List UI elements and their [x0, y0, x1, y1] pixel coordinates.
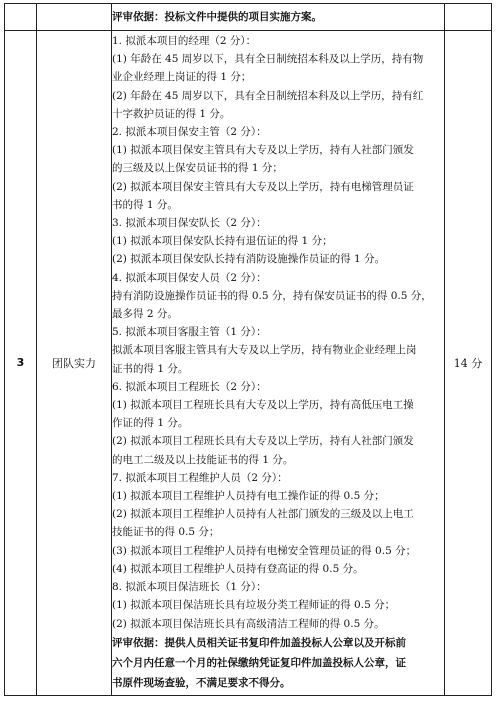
criteria-line: (1) 拟派本项目工程维护人员持有电工操作证的得 0.5 分；: [112, 490, 385, 503]
criteria-line: 2. 拟派本项目保安主管（2 分）：: [112, 126, 267, 139]
review-basis-block: [112, 633, 444, 693]
criteria-list: [112, 32, 444, 633]
criteria-line: (2) 拟派本项目保安主管具有大专及以上学历，持有电梯管理员证: [112, 180, 414, 193]
item-score: 14 分: [445, 31, 492, 696]
table-row: [5, 31, 492, 696]
criteria-line: 证书的得 1 分。: [112, 362, 189, 375]
criteria-line: 业企业经理上岗证的得 1 分；: [112, 71, 252, 84]
criteria-line: 1. 拟派本项目的经理（2 分）：: [112, 35, 257, 47]
criteria-line: 8. 拟派本项目保洁班长（1 分）：: [112, 581, 267, 594]
item-category: 团队实力: [37, 31, 112, 696]
criteria-line: (3) 拟派本项目工程维护人员持有电梯安全管理员证的得 0.5 分；: [112, 544, 417, 557]
criteria-line: (1) 拟派本项目保洁班长具有垃圾分类工程师证的得 0.5 分；: [112, 599, 396, 612]
criteria-line: 5. 拟派本项目客服主管（1 分）：: [112, 326, 267, 339]
review-basis-line: 六个月内任意一个月的社保缴纳凭证复印件加盖投标人公章，证: [112, 656, 406, 669]
criteria-line: (1) 拟派本项目工程班长具有大专及以上学历，持有高低压电工操: [112, 399, 414, 412]
criteria-line: (4) 拟派本项目工程维护人员持有登高证的得 0.5 分。: [112, 562, 364, 575]
score-cell: [445, 4, 492, 31]
criteria-line: (1) 拟派本项目保安队长持有退伍证的得 1 分；: [112, 235, 333, 248]
criteria-line: 十字救护员证的得 1 分。: [112, 107, 231, 120]
criteria-line: (1) 年龄在 45 周岁以下，具有全日制统招本科及以上学历，持有物: [112, 53, 424, 66]
criteria-line: 的三级及以上保安员证书的得 1 分；: [112, 162, 283, 175]
criteria-line: 拟派本项目客服主管具有大专及以上学历，持有物业企业经理上岗: [112, 344, 417, 357]
number-cell: [5, 4, 37, 31]
criteria-line: (2) 拟派本项目保安队长持有消防设施操作员证的得 1 分。: [112, 253, 386, 266]
criteria-line: 技能证书的得 0.5 分；: [112, 526, 220, 539]
review-basis-line: 书原件现场查验，不满足要求不得分。: [112, 676, 291, 689]
criteria-line: 6. 拟派本项目工程班长（2 分）：: [112, 380, 267, 393]
review-basis-text: 评审依据：投标文件中提供的项目实施方案。: [112, 11, 322, 23]
criteria-cell: [112, 31, 445, 696]
criteria-line: 持有消防设施操作员证书的得 0.5 分，持有保安员证书的得 0.5 分，: [112, 289, 432, 302]
item-number: 3: [5, 31, 37, 696]
criteria-line: 书的得 1 分。: [112, 198, 178, 211]
criteria-cell: [112, 4, 445, 31]
criteria-line: (1) 拟派本项目保安主管具有大专及以上学历，持有人社部门颁发: [112, 144, 414, 157]
criteria-line: (2) 拟派本项目保洁班长具有高级清洁工程师的得 0.5 分。: [112, 617, 385, 630]
criteria-line: 作证的得 1 分。: [112, 417, 189, 430]
criteria-line: 7. 拟派本项目工程维护人员（2 分）：: [112, 471, 288, 484]
criteria-line: 3. 拟派本项目保安队长（2 分）：: [112, 217, 267, 230]
review-basis-line: 评审依据：提供人员相关证书复印件加盖投标人公章以及开标前: [112, 636, 406, 649]
criteria-line: 最多得 2 分。: [112, 308, 178, 321]
criteria-line: 的电工二级及以上技能证书的得 1 分。: [112, 453, 294, 466]
table-row: [5, 4, 492, 31]
criteria-line: (2) 拟派本项目工程维护人员持有人社部门颁发的三级及以上电工: [112, 508, 414, 521]
category-cell: [37, 4, 112, 31]
scoring-table: [4, 3, 492, 696]
criteria-line: 4. 拟派本项目保安人员（2 分）：: [112, 271, 267, 284]
criteria-line: (2) 年龄在 45 周岁以下，具有全日制统招本科及以上学历，持有红: [112, 89, 424, 102]
criteria-line: (2) 拟派本项目工程班长具有大专及以上学历，持有人社部门颁发: [112, 435, 414, 448]
